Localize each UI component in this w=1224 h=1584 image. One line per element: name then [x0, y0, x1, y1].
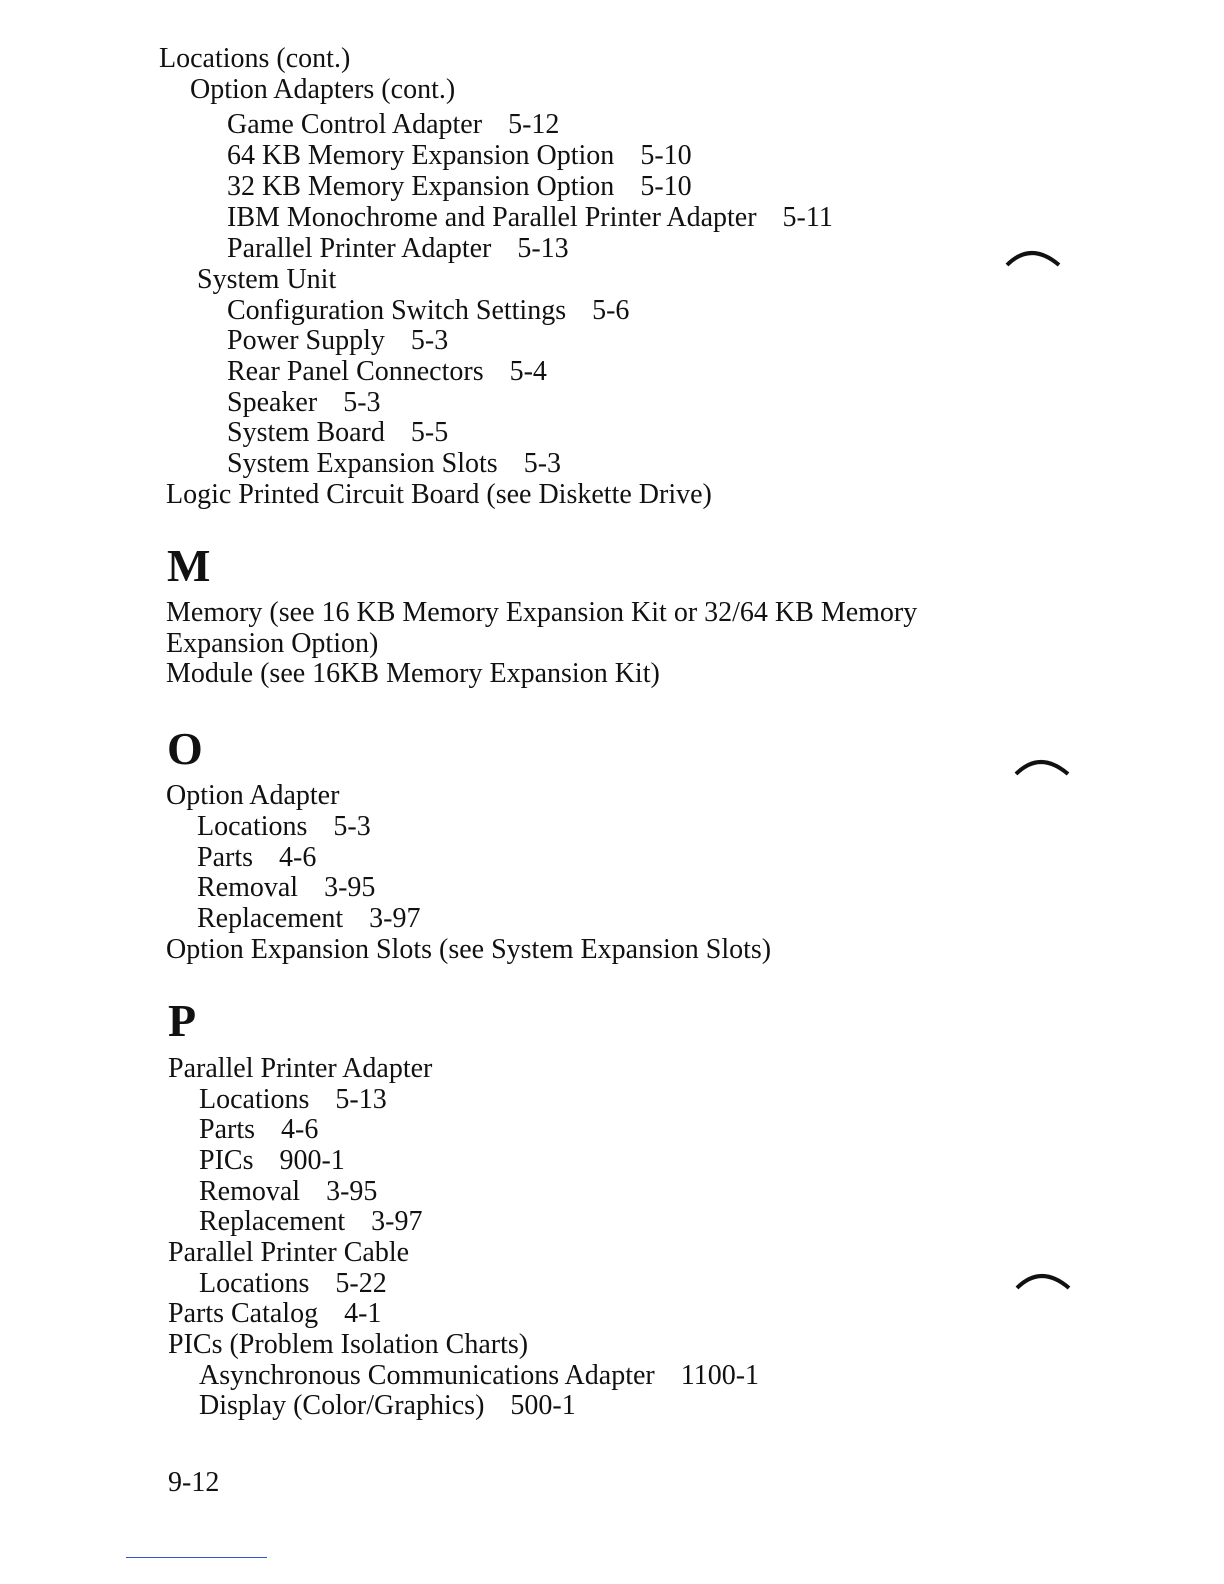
index-entry: Module (see 16KB Memory Expansion Kit)	[166, 658, 660, 689]
index-subsubentry: Speaker 5-3	[227, 387, 381, 418]
index-entry: Logic Printed Circuit Board (see Diskette Drive)	[166, 479, 712, 510]
page-ref: 5-13	[517, 233, 569, 264]
page-ref: 5-13	[335, 1084, 387, 1115]
page-ref: 5-6	[592, 295, 630, 326]
page-ref: 5-3	[333, 811, 371, 842]
index-subsubentry: Game Control Adapter 5-12	[227, 109, 560, 140]
page-number: 9-12	[168, 1467, 220, 1498]
page-ref: 900-1	[279, 1145, 345, 1176]
index-entry: Parallel Printer Adapter	[168, 1053, 433, 1084]
section-letter-o: O	[167, 723, 203, 774]
page-ref: 5-4	[509, 356, 547, 387]
index-subentry: Parts 4-6	[199, 1114, 319, 1145]
index-entry: Parts Catalog 4-1	[168, 1298, 382, 1329]
page-ref: 5-10	[640, 140, 692, 171]
index-subentry: Locations 5-13	[199, 1084, 387, 1115]
page-ref: 5-3	[523, 448, 562, 479]
index-subsubentry: IBM Monochrome and Parallel Printer Adapter 5-11	[227, 202, 833, 233]
page-ref: 5-3	[343, 387, 381, 418]
page-ref: 3-97	[371, 1206, 423, 1237]
index-subentry: Display (Color/Graphics) 500-1	[199, 1390, 576, 1421]
section-letter-m: M	[167, 540, 211, 591]
index-subentry: Locations 5-22	[199, 1268, 387, 1299]
index-subsubentry: Power Supply 5-3	[227, 325, 449, 356]
index-entry-locations-cont: Locations (cont.)	[159, 43, 351, 74]
index-entry: Option Expansion Slots (see System Expansion Slots)	[166, 934, 772, 965]
page-ref: 5-22	[335, 1268, 387, 1299]
page-ref: 5-11	[782, 202, 833, 233]
index-subentry-system-unit: System Unit	[197, 264, 337, 295]
index-entry: Option Adapter	[166, 780, 340, 811]
binder-mark-icon	[1012, 752, 1072, 778]
binder-mark-icon	[1013, 1266, 1073, 1292]
index-subentry: Parts 4-6	[197, 842, 317, 873]
binder-mark-icon	[1003, 243, 1063, 269]
index-subsubentry: Rear Panel Connectors 5-4	[227, 356, 547, 387]
index-entry-continued: Expansion Option)	[166, 628, 379, 659]
index-subentry: Asynchronous Communications Adapter 1100-1	[199, 1360, 760, 1391]
index-subsubentry: Configuration Switch Settings 5-6	[227, 295, 630, 326]
page-ref: 3-95	[324, 872, 376, 903]
index-entry: Memory (see 16 KB Memory Expansion Kit or 32/64 KB Memory	[166, 597, 918, 628]
index-subentry: Replacement 3-97	[197, 903, 421, 934]
page-ref: 4-6	[279, 842, 317, 873]
page-ref: 3-95	[326, 1176, 378, 1207]
index-subsubentry: 32 KB Memory Expansion Option 5-10	[227, 171, 692, 202]
page-ref: 4-6	[281, 1114, 319, 1145]
page-ref: 500-1	[510, 1390, 576, 1421]
index-subentry: Removal 3-95	[197, 872, 376, 903]
index-subsubentry: Parallel Printer Adapter 5-13	[227, 233, 569, 264]
index-entry: Parallel Printer Cable	[168, 1237, 410, 1268]
index-subentry: Removal 3-95	[199, 1176, 378, 1207]
bottom-rule	[126, 1557, 267, 1558]
index-entry: PICs (Problem Isolation Charts)	[168, 1329, 529, 1360]
index-subentry: PICs 900-1	[199, 1145, 345, 1176]
page-ref: 5-10	[640, 171, 692, 202]
index-subsubentry: 64 KB Memory Expansion Option 5-10	[227, 140, 692, 171]
index-subsubentry: System Board 5-5	[227, 417, 449, 448]
index-subentry: Replacement 3-97	[199, 1206, 423, 1237]
index-subentry-option-adapters-cont: Option Adapters (cont.)	[190, 74, 456, 105]
page-ref: 5-5	[410, 417, 449, 448]
page-ref: 4-1	[344, 1298, 382, 1329]
page-ref: 5-12	[508, 109, 560, 140]
index-subentry: Locations 5-3	[197, 811, 371, 842]
index-subsubentry: System Expansion Slots 5-3	[227, 448, 562, 479]
page-ref: 3-97	[369, 903, 421, 934]
section-letter-p: P	[168, 995, 197, 1046]
page-ref: 1100-1	[680, 1360, 760, 1391]
page-ref: 5-3	[410, 325, 449, 356]
